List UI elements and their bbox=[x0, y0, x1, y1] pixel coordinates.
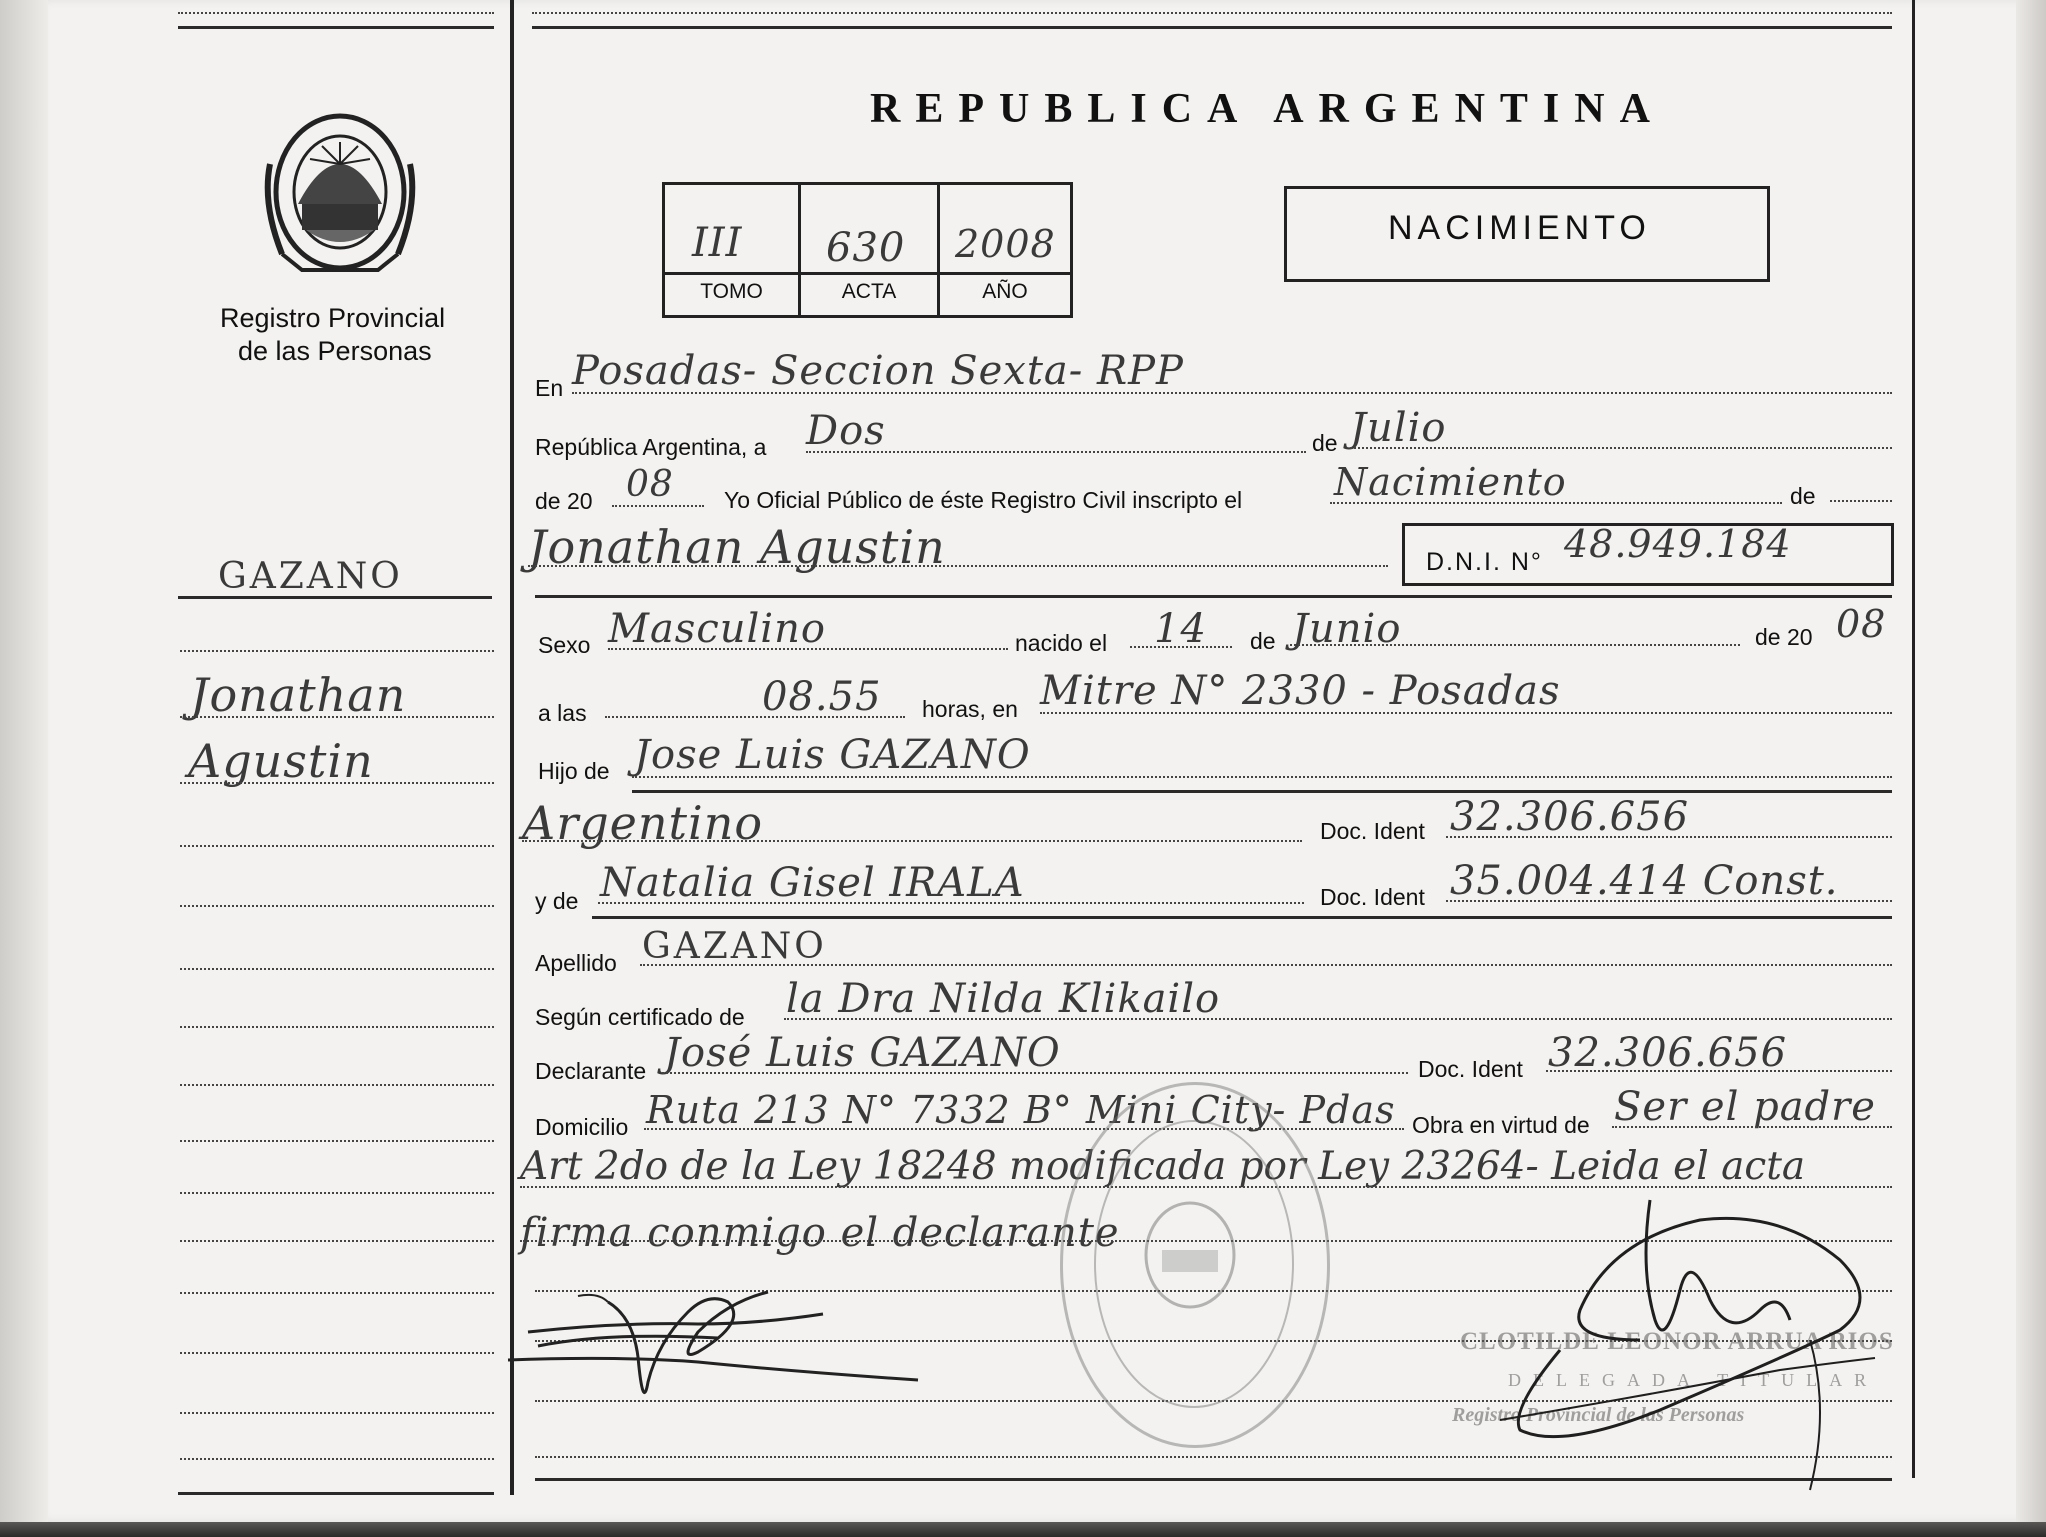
top-rule-left bbox=[178, 26, 494, 29]
anio-label: AÑO bbox=[982, 280, 1028, 303]
nacido-label: nacido el bbox=[1015, 630, 1108, 656]
margin-line bbox=[180, 1412, 494, 1414]
father-nationality: Argentino bbox=[522, 796, 764, 850]
nationality-line bbox=[522, 840, 1302, 842]
sexo-label: Sexo bbox=[538, 632, 591, 658]
sex-line bbox=[608, 648, 1008, 650]
acta-value: 630 bbox=[826, 225, 906, 271]
birth-place: Mitre N° 2330 - Posadas bbox=[1040, 668, 1561, 714]
registry-day: Dos bbox=[806, 408, 886, 454]
margin-line bbox=[180, 650, 494, 652]
en-label: En bbox=[535, 375, 564, 401]
margin-line bbox=[180, 1458, 494, 1460]
year-prefix-label: de 20 bbox=[535, 488, 593, 514]
address-line bbox=[644, 1128, 1404, 1130]
father-doc: 32.306.656 bbox=[1450, 794, 1690, 840]
place-of-registry: Posadas- Seccion Sexta- RPP bbox=[572, 348, 1184, 394]
right-border bbox=[1912, 0, 1915, 1478]
de2-line bbox=[1830, 500, 1892, 502]
de20-label: de 20 bbox=[1755, 624, 1813, 650]
dni-number: 48.949.184 bbox=[1564, 522, 1792, 566]
day-line bbox=[806, 451, 1306, 453]
en-line bbox=[572, 392, 1892, 394]
de2-label: de bbox=[1790, 483, 1816, 509]
year-line bbox=[612, 505, 704, 507]
margin-line bbox=[180, 716, 494, 718]
apellido-line bbox=[640, 964, 1892, 966]
mother-doc: 35.004.414 Const. bbox=[1450, 858, 1839, 904]
doc-type-label: NACIMIENTO bbox=[1388, 209, 1651, 247]
record-box-divider bbox=[662, 272, 1073, 275]
page-fold bbox=[0, 0, 48, 1537]
margin-surname: GAZANO bbox=[218, 556, 403, 597]
horas-label: horas, en bbox=[922, 696, 1018, 722]
margin-line bbox=[180, 905, 494, 907]
dni-label: D.N.I. N° bbox=[1426, 548, 1543, 576]
country-title: REPUBLICA ARGENTINA bbox=[870, 86, 1665, 132]
registry-month: Julio bbox=[1350, 405, 1447, 451]
remarks-line-1: Art 2do de la Ley 18248 modificada por Ley 23264- Leida el acta bbox=[520, 1144, 1806, 1189]
margin-line bbox=[180, 1140, 494, 1142]
address-value: Ruta 213 N° 7332 B° Mini City- Pdas bbox=[646, 1088, 1396, 1132]
stamp-official-name: CLOTILDE LEONOR ARRUA RIOS bbox=[1460, 1328, 1894, 1355]
obra-value: Ser el padre bbox=[1614, 1084, 1876, 1130]
cert-label: Según certificado de bbox=[535, 1004, 745, 1030]
mother-line bbox=[598, 902, 1304, 904]
birth-place-line bbox=[1040, 712, 1892, 714]
domicilio-label: Domicilio bbox=[535, 1114, 629, 1140]
declarant-signature bbox=[498, 1262, 938, 1418]
mother-name: Natalia Gisel IRALA bbox=[600, 860, 1025, 906]
father-doc-line bbox=[1446, 836, 1892, 838]
tomo-label: TOMO bbox=[700, 280, 763, 303]
top-dots-left bbox=[178, 12, 494, 14]
acta-label: ACTA bbox=[841, 280, 897, 303]
de-label: de bbox=[1312, 430, 1338, 456]
certifier: la Dra Nilda Klikailo bbox=[786, 976, 1221, 1022]
de3-label: de bbox=[1250, 628, 1276, 654]
father-rule bbox=[632, 790, 1892, 793]
cert-line bbox=[784, 1018, 1892, 1020]
provincia-de-misiones-emblem-icon bbox=[262, 104, 418, 276]
stamp-institution: Registro Provincial de las Personas bbox=[1452, 1404, 1745, 1426]
declarant-name: José Luis GAZANO bbox=[664, 1030, 1061, 1076]
top-rule-right bbox=[532, 26, 1892, 29]
registry-name-line2: de las Personas bbox=[238, 336, 432, 366]
hour-line bbox=[605, 716, 905, 718]
margin-line bbox=[180, 1192, 494, 1194]
sex-value: Masculino bbox=[608, 606, 826, 652]
event-type: Nacimiento bbox=[1334, 460, 1567, 504]
obra-label: Obra en virtud de bbox=[1412, 1112, 1590, 1138]
birth-month-line bbox=[1290, 644, 1740, 646]
name-section-rule bbox=[535, 595, 1892, 598]
republica-label: República Argentina, a bbox=[535, 434, 767, 460]
margin-line bbox=[180, 1352, 494, 1354]
tomo-value: III bbox=[692, 220, 743, 266]
margin-line bbox=[180, 845, 494, 847]
margin-bottom-rule bbox=[178, 1492, 494, 1495]
alas-label: a las bbox=[538, 700, 587, 726]
margin-given-name-1: Jonathan bbox=[190, 668, 407, 722]
father-line bbox=[632, 776, 1892, 778]
birth-day-line bbox=[1130, 646, 1232, 648]
registry-name-line1: Registro Provincial bbox=[220, 303, 446, 333]
anio-value: 2008 bbox=[955, 222, 1056, 266]
declarant-line bbox=[662, 1072, 1408, 1074]
margin-surname-rule bbox=[178, 596, 492, 599]
declarante-label: Declarante bbox=[535, 1058, 647, 1084]
birth-month: Junio bbox=[1292, 606, 1402, 652]
surname-value: GAZANO bbox=[642, 926, 827, 967]
margin-line bbox=[180, 1240, 494, 1242]
book-bottom-edge bbox=[0, 1522, 2046, 1537]
mother-rule bbox=[592, 916, 1892, 919]
oficial-label: Yo Oficial Público de éste Registro Civil inscripto el bbox=[724, 487, 1243, 513]
margin-line bbox=[180, 968, 494, 970]
child-name: Jonathan Agustin bbox=[528, 520, 946, 574]
event-line bbox=[1330, 502, 1782, 504]
stamp-title: DELEGADA TITULAR bbox=[1508, 1370, 1879, 1390]
yde-label: y de bbox=[535, 888, 579, 914]
top-dots-right bbox=[532, 12, 1892, 14]
obra-line bbox=[1612, 1126, 1892, 1128]
official-signature bbox=[1480, 1190, 1880, 1500]
page-edge bbox=[2016, 0, 2046, 1537]
decl-doc-line bbox=[1546, 1070, 1892, 1072]
father-doc-label: Doc. Ident bbox=[1320, 818, 1425, 844]
birth-hour: 08.55 bbox=[762, 674, 882, 720]
margin-line bbox=[180, 1084, 494, 1086]
father-name: Jose Luis GAZANO bbox=[634, 732, 1031, 778]
mother-doc-line bbox=[1446, 900, 1892, 902]
margin-line bbox=[180, 1292, 494, 1294]
seal-emblem-icon bbox=[1140, 1200, 1240, 1310]
registry-year: 08 bbox=[626, 464, 674, 505]
mother-doc-label: Doc. Ident bbox=[1320, 884, 1425, 910]
declarant-doc: 32.306.656 bbox=[1548, 1030, 1788, 1076]
margin-given-name-2: Agustin bbox=[188, 734, 374, 788]
name-line bbox=[528, 565, 1388, 567]
margin-line bbox=[180, 1026, 494, 1028]
hijo-label: Hijo de bbox=[538, 758, 610, 784]
birth-year: 08 bbox=[1836, 602, 1887, 646]
apellido-label: Apellido bbox=[535, 950, 617, 976]
margin-line bbox=[180, 782, 494, 784]
birth-day: 14 bbox=[1154, 606, 1207, 652]
remarks-line-2: firma conmigo el declarante bbox=[520, 1210, 1120, 1256]
month-line bbox=[1350, 447, 1892, 449]
decl-doc-label: Doc. Ident bbox=[1418, 1056, 1523, 1082]
